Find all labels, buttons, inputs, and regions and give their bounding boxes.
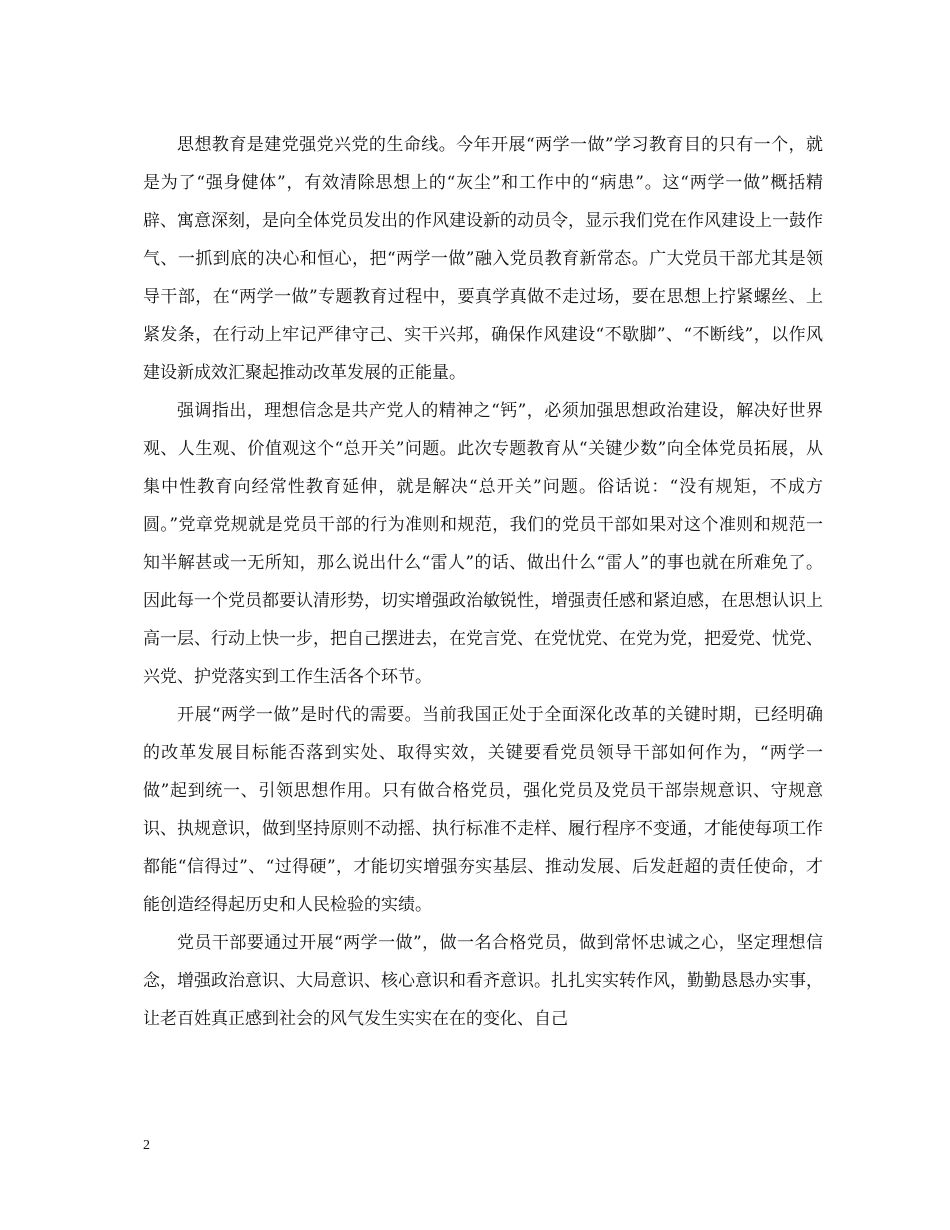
page-number: 2 (143, 1138, 150, 1153)
paragraph-1: 思想教育是建党强党兴党的生命线。今年开展“两学一做”学习教育目的只有一个，就是为了“强身健体”，有效清除思想上的“灰尘”和工作中的“病患”。这“两学一做”概括精辟、寓意深刻，是向全体党员发出的作风建设新的动员令，显示我们党在作风建设上一鼓作气、一抓到底的决心和恒心，把“两学一做”融入党员教育新常态。广大党员干部尤其是领导干部，在“两学一做”专题教育过程中，要真学真做不走过场，要在思想上拧紧螺丝、上紧发条，在行动上牢记严律守己、实干兴邦，确保作风建设“不歇脚”、“不断线”，以作风建设新成效汇聚起推动改革发展的正能量。 (143, 135, 823, 383)
paragraph-4: 党员干部要通过开展“两学一做”，做一名合格党员，做到常怀忠诚之心，坚定理想信念，增强政治意识、大局意识、核心意识和看齐意识。扎扎实实转作风，勤勤恳恳办实事，让老百姓真正感到社会的风气发生实实在在的变化、自己 (143, 933, 823, 1029)
paragraph-3: 开展“两学一做”是时代的需要。当前我国正处于全面深化改革的关键时期，已经明确的改革发展目标能否落到实处、取得实效，关键要看党员领导干部如何作为，“两学一做”起到统一、引领思想作用。只有做合格党员，强化党员及党员干部崇规意识、守规意识、执规意识，做到坚持原则不动摇、执行标准不走样、履行程序不变通，才能使每项工作都能“信得过”、“过得硬”，才能切实增强夯实基层、推动发展、后发赶超的责任使命，才能创造经得起历史和人民检验的实绩。 (143, 705, 823, 915)
document-body (143, 126, 823, 1038)
paragraph-2: 强调指出，理想信念是共产党人的精神之“钙”，必须加强思想政治建设，解决好世界观、人生观、价值观这个“总开关”问题。此次专题教育从“关键少数”向全体党员拓展，从集中性教育向经常性教育延伸，就是解决“总开关”问题。俗话说：“没有规矩，不成方圆。”党章党规就是党员干部的行为准则和规范，我们的党员干部如果对这个准则和规范一知半解甚或一无所知，那么说出什么“雷人”的话、做出什么“雷人”的事也就在所难免了。因此每一个党员都要认清形势，切实增强政治敏锐性，增强责任感和紧迫感，在思想认识上高一层、行动上快一步，把自己摆进去，在党言党、在党忧党、在党为党，把爱党、忧党、兴党、护党落实到工作生活各个环节。 (143, 401, 823, 687)
